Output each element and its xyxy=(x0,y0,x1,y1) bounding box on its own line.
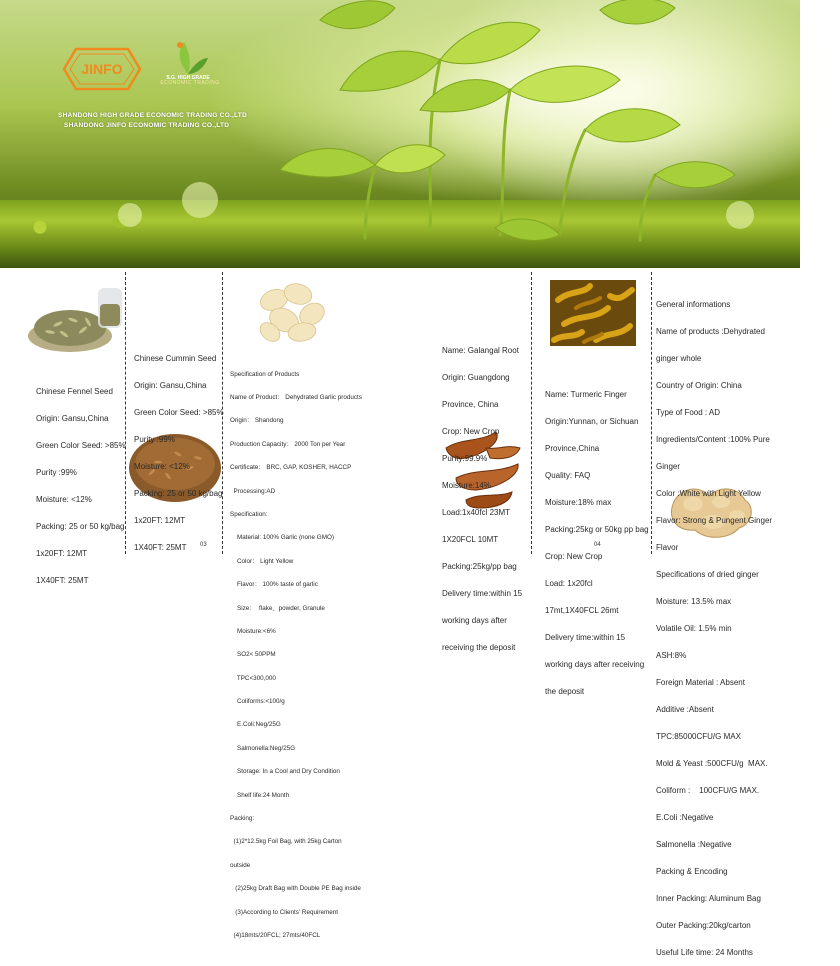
spec-line: Name of products :Dehydrated xyxy=(656,327,765,336)
spec-line: Origin: Gansu,China xyxy=(36,414,109,423)
spec-line: SO2< 50PPM xyxy=(230,651,276,659)
spec-line: working days after xyxy=(442,616,507,625)
spec-line: Moisture: <12% xyxy=(36,495,92,504)
spec-line: TPC:85000CFU/G MAX xyxy=(656,732,741,741)
company-line-1: SHANDONG HIGH GRADE ECONOMIC TRADING CO.,LTD xyxy=(58,112,247,119)
spec-line: Green Color Seed: >85% xyxy=(36,441,126,450)
spec-line: Volatile Oil: 1.5% min xyxy=(656,624,732,633)
column-divider xyxy=(651,272,652,554)
spec-line: Size： flake、powder, Granule xyxy=(230,604,325,612)
spec-line: Specification of Products xyxy=(230,370,300,378)
spec-line: Moisture:18% max xyxy=(545,498,612,507)
spec-line: receiving the deposit xyxy=(442,643,516,652)
company-line-2: SHANDONG JINFO ECONOMIC TRADING CO.,LTD xyxy=(64,122,230,129)
dried-ginger-spec xyxy=(656,282,772,966)
spec-line: Storage: In a Cool and Dry Condition xyxy=(230,768,340,776)
spec-line: Origin: Guangdong xyxy=(442,373,510,382)
turmeric-finger-photo xyxy=(550,280,636,346)
spec-line: Foreign Material : Absent xyxy=(656,678,745,687)
spec-line: Specification: xyxy=(230,510,268,518)
spec-line: Material: 100% Garlic (none GMO) xyxy=(230,534,334,542)
spec-line: Origin： Shandong xyxy=(230,417,284,425)
spec-line: ginger whole xyxy=(656,354,702,363)
spec-line: Purity :99% xyxy=(36,468,77,477)
spec-line: Certificate： BRC, GAP, KOSHER, HACCP xyxy=(230,464,352,472)
spec-line: outside xyxy=(230,861,251,869)
spec-line: Ginger xyxy=(656,462,681,471)
spec-line: Quality: FAQ xyxy=(545,471,591,480)
spec-line: Packing: 25 or 50 kg/bag xyxy=(36,522,125,531)
spec-line: 1x20FT: 12MT xyxy=(36,549,88,558)
seedling-illustration xyxy=(0,0,800,268)
spec-line: TPC<300,000 xyxy=(230,674,276,682)
spec-line: Province,China xyxy=(545,444,600,453)
spec-line: Delivery time:within 15 xyxy=(545,633,626,642)
spec-line: Useful Life time: 24 Months xyxy=(656,948,753,957)
spec-line: Moisture: <12% xyxy=(134,462,190,471)
spec-line: Shelf life:24 Month xyxy=(230,791,290,799)
spec-line: (4)18mts/20FCL; 27mts/40FCL xyxy=(230,931,321,939)
column-divider xyxy=(531,272,532,554)
page-number-left: 03 xyxy=(200,542,207,548)
garlic-spec xyxy=(230,355,362,948)
spec-line: Country of Origin: China xyxy=(656,381,742,390)
spec-line: Color :White with Light Yellow xyxy=(656,489,761,498)
spec-line: 1X40FT: 25MT xyxy=(134,543,187,552)
spec-line: Mold & Yeast :500CFU/g MAX. xyxy=(656,759,768,768)
spec-line: (2)25kg Draft Bag with Double PE Bag inside xyxy=(230,885,361,893)
spec-line: Additive :Absent xyxy=(656,705,714,714)
spec-line: Load:1x40fcl 23MT xyxy=(442,508,511,517)
spec-line: the deposit xyxy=(545,687,585,696)
spec-line: Chinese Fennel Seed xyxy=(36,387,113,396)
fennel-seed-spec xyxy=(36,369,126,594)
spec-line: Production Capacity： 2000 Ton per Year xyxy=(230,440,346,448)
spec-line: E.Coli :Negative xyxy=(656,813,714,822)
turmeric-finger-spec xyxy=(545,372,649,705)
spec-line: Crop: New Crop xyxy=(545,552,603,561)
spec-line: Chinese Cummin Seed xyxy=(134,354,217,363)
spec-line: Type of Food : AD xyxy=(656,408,721,417)
spec-line: Packing:25kg/pp bag xyxy=(442,562,517,571)
spec-line: 1X20FCL 10MT xyxy=(442,535,499,544)
spec-line: E.Coli:Neg/25G xyxy=(230,721,281,729)
spec-line: Outer Packing:20kg/carton xyxy=(656,921,751,930)
spec-line: Name: Galangal Root xyxy=(442,346,519,355)
spec-line: Coliform : 100CFU/G MAX. xyxy=(656,786,760,795)
spec-line: Purity :99% xyxy=(134,435,175,444)
spec-line: Province, China xyxy=(442,400,499,409)
spec-line: Flavor xyxy=(656,543,679,552)
hero-banner xyxy=(0,0,800,268)
spec-line: Packing: 25 or 50 kg/bag xyxy=(134,489,223,498)
spec-line: (1)2*12.5kg Foil Bag, with 25kg Carton xyxy=(230,838,342,846)
spec-line: Crop: New Crop xyxy=(442,427,500,436)
spec-line: Specifications of dried ginger xyxy=(656,570,759,579)
spec-line: Flavor: Strong & Pungent Ginger xyxy=(656,516,773,525)
page-number-right: 04 xyxy=(594,542,601,548)
spec-line: Coliforms:<100/g xyxy=(230,698,285,706)
spec-line: (3)According to Clients' Requirement xyxy=(230,908,338,916)
spec-line: 17mt,1X40FCL 26mt xyxy=(545,606,619,615)
jinfo-logo xyxy=(62,47,142,96)
svg-text:JINFO: JINFO xyxy=(81,61,123,77)
spec-line: General informations xyxy=(656,300,731,309)
spec-line: Packing & Encoding xyxy=(656,867,728,876)
high-grade-logo-caption: ECONOMIC TRADING xyxy=(160,80,220,86)
spec-line: Packing: xyxy=(230,815,255,823)
cummin-seed-spec xyxy=(134,336,224,561)
spec-line: Origin:Yunnan, or Sichuan xyxy=(545,417,639,426)
spec-line: ASH:8% xyxy=(656,651,687,660)
galangal-root-spec xyxy=(442,328,522,661)
spec-line: working days after receiving xyxy=(545,660,645,669)
spec-line: Salmonella :Negative xyxy=(656,840,732,849)
spec-line: 1x20FT: 12MT xyxy=(134,516,186,525)
spec-line: Moisture:<6% xyxy=(230,627,276,635)
spec-line: Name: Turmeric Finger xyxy=(545,390,627,399)
spec-line: Color： Light Yellow xyxy=(230,557,294,565)
spec-line: Moisture: 13.5% max xyxy=(656,597,732,606)
spec-line: Purity:99.9% xyxy=(442,454,488,463)
spec-line: Origin: Gansu,China xyxy=(134,381,207,390)
fennel-seed-photo xyxy=(28,284,124,354)
high-grade-logo xyxy=(158,36,218,85)
spec-line: 1X40FT: 25MT xyxy=(36,576,89,585)
spec-line: Packing:25kg or 50kg pp bag xyxy=(545,525,649,534)
spec-line: Name of Product： Dehydrated Garlic products xyxy=(230,393,362,401)
spec-line: Delivery time:within 15 xyxy=(442,589,523,598)
svg-text:S.G. HIGH GRADE: S.G. HIGH GRADE xyxy=(166,75,210,81)
spec-line: Inner Packing: Aluminum Bag xyxy=(656,894,761,903)
spec-line: Processing:AD xyxy=(230,487,276,495)
garlic-flakes-photo xyxy=(254,276,328,348)
spec-line: Load: 1x20fcl xyxy=(545,579,593,588)
spec-line: Ingredients/Content :100% Pure xyxy=(656,435,770,444)
spec-line: Salmonella:Neg/25G xyxy=(230,744,296,752)
spec-line: Flavor： 100% taste of garlic xyxy=(230,581,318,589)
company-names xyxy=(58,111,247,131)
spec-line: Moisture:14% xyxy=(442,481,491,490)
spec-line: Green Color Seed: >85% xyxy=(134,408,224,417)
